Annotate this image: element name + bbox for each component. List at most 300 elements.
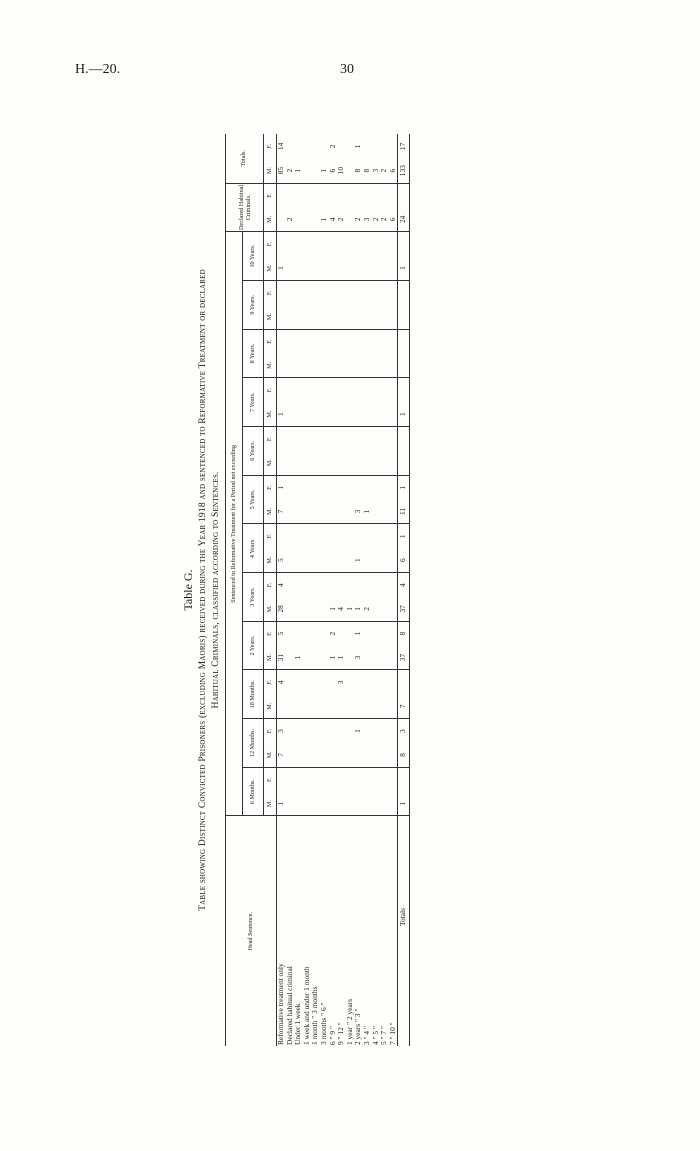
period-header: 3 Years. [243,573,264,622]
table-cell: 1 [327,655,337,660]
table-row [329,134,338,1046]
table-cell [346,743,355,767]
table-cell [346,427,355,451]
table-cell: 5 [277,621,286,645]
table-cell [389,232,398,256]
table-cell: 7 [398,694,410,718]
female-header: F. [264,329,277,353]
table-cell [337,402,346,426]
table-cell [389,305,398,329]
table-cell [389,743,398,767]
table-cell [286,232,295,256]
table-cell [303,670,312,694]
table-cell [303,694,312,718]
table-cell [294,621,303,645]
table-cell [380,427,389,451]
table-cell: 6 [327,168,337,173]
table-cell [286,402,295,426]
table-cell [303,256,312,280]
page-ref: H.—20. [75,62,121,77]
table-cell [372,597,381,621]
male-header: M. [265,751,273,759]
table-cell [380,256,389,280]
table-cell [354,183,363,207]
table-cell [311,743,320,767]
table-cell [337,256,346,280]
male-header: M. [265,653,273,662]
table-cell [303,548,312,572]
table-cell [294,427,303,451]
table-cell [303,500,312,524]
table-cell [320,305,329,329]
table-cell [303,792,312,816]
female-header: F. [264,524,277,548]
table-cell [294,378,303,402]
table-cell [320,670,329,694]
table-cell [277,232,286,256]
table-cell [372,353,381,377]
table-cell [398,305,410,329]
table-cell [277,329,286,353]
table-row [389,134,398,1046]
table-cell: 3 [398,719,410,743]
table-cell [286,183,295,207]
table-cell: 11 [398,500,410,524]
table-cell [363,524,372,548]
table-cell [303,183,312,207]
table-cell [320,500,329,524]
table-cell [363,280,372,304]
table-cell: 31 [276,653,285,662]
row-label: 3 months " 6 " [320,816,329,1046]
table-cell [380,500,389,524]
table-cell: 6 [398,548,410,572]
table-cell [320,353,329,377]
table-cell [372,378,381,402]
table-cell [363,767,372,791]
table-cell [320,329,329,353]
table-cell [286,548,295,572]
table-cell: 1 [293,168,303,173]
table-cell [311,719,320,743]
table-cell [354,573,363,597]
table-cell [311,256,320,280]
table-cell: 85 [276,166,285,175]
table-cell [372,548,381,572]
table-cell [398,378,410,402]
table-cell [363,719,372,743]
table-cell [380,767,389,791]
totals-row [398,134,410,1046]
table-cell: 1 [276,801,285,806]
table-cell: 1 [336,655,346,660]
male-header: M. [265,313,273,321]
table-cell [294,548,303,572]
table-cell [294,500,303,524]
table-cell: 14 [276,142,285,151]
table-cell [311,475,320,499]
table-cell [389,183,398,207]
table-cell: 7 [276,509,285,514]
table-cell: 2 [379,217,389,222]
table-label: Table G. [181,569,195,611]
table-cell: 1 [398,792,410,816]
table-cell [380,597,389,621]
table-cell: 1 [398,524,410,548]
table-cell [329,500,338,524]
female-header: F. [264,427,277,451]
table-cell [329,256,338,280]
table-cell [277,767,286,791]
table-cell [294,232,303,256]
table-cell [346,329,355,353]
table-cell [337,743,346,767]
table-cell [372,670,381,694]
table-cell [354,378,363,402]
table-row [372,134,381,1046]
table-cell [286,500,295,524]
table-cell [363,694,372,718]
table-cell [389,694,398,718]
table-cell [346,378,355,402]
table-cell [354,353,363,377]
table-cell [329,719,338,743]
table-cell [380,548,389,572]
table-cell [303,743,312,767]
table-cell [303,719,312,743]
table-cell [303,329,312,353]
table-cell [389,500,398,524]
table-cell [277,280,286,304]
table-cell [346,402,355,426]
table-cell [329,280,338,304]
table-cell [372,329,381,353]
table-cell [389,451,398,475]
table-cell [294,670,303,694]
table-cell [320,719,329,743]
table-cell [398,280,410,304]
table-cell [363,256,372,280]
table-cell [303,573,312,597]
table-cell [286,767,295,791]
table-cell: 1 [293,655,303,660]
table-cell [329,743,338,767]
table-cell [294,402,303,426]
table-cell [286,621,295,645]
table-cell [354,427,363,451]
table-cell [311,500,320,524]
table-cell: 6 [387,217,397,222]
table-cell [286,597,295,621]
table-cell [380,743,389,767]
table-cell [329,232,338,256]
male-header: M. [265,215,273,223]
table-cell [329,767,338,791]
table-cell [311,134,320,159]
table-cell [372,402,381,426]
table-cell [294,719,303,743]
period-header: 6 Months. [243,767,264,816]
table-cell [354,329,363,353]
table-cell [372,134,381,159]
table-cell [398,767,410,791]
table-cell [294,573,303,597]
period-header: 10 Years. [243,232,264,281]
table-cell [329,353,338,377]
table-cell [337,451,346,475]
table-cell [380,646,389,670]
table-cell [337,353,346,377]
table-cell: 2 [336,217,346,222]
table-cell [363,402,372,426]
table-cell [380,329,389,353]
table-cell [346,767,355,791]
table-cell [329,378,338,402]
table-cell [337,475,346,499]
table-cell [354,694,363,718]
table-cell [277,451,286,475]
table-cell [363,548,372,572]
period-header: 9 Years. [243,280,264,329]
male-header: M. [265,167,273,175]
head-sentence-header: Head Sentence. [226,816,277,1046]
male-header: M. [265,702,273,710]
table-cell [320,475,329,499]
male-header: M. [265,459,273,467]
table-cell [363,670,372,694]
totals-header: Totals. [226,134,264,183]
table-cell [346,305,355,329]
row-label: Declared habitual criminal [286,816,295,1046]
table-title-line1: Table showing Distinct Convicted Prisoners (excluding Maoris) received during the Year 1918 and sentenced to Reformative Treatment or declared [197,269,208,911]
rotated-table-block [180,130,500,1050]
period-header: 4 Years. [243,524,264,573]
table-cell [337,427,346,451]
table-cell [337,694,346,718]
table-cell [294,256,303,280]
table-cell [277,305,286,329]
table-cell [380,378,389,402]
table-cell [337,329,346,353]
table-cell [389,792,398,816]
table-cell [303,232,312,256]
table-cell [286,427,295,451]
table-cell [380,451,389,475]
table-cell [311,353,320,377]
table-cell: 4 [336,606,346,611]
table-cell [294,280,303,304]
table-cell [380,232,389,256]
table-cell: 2 [379,168,389,173]
table-cell [311,597,320,621]
table-cell [372,475,381,499]
table-row [286,134,295,1046]
table-cell [286,670,295,694]
table-cell [329,694,338,718]
table-cell [380,353,389,377]
table-cell [372,792,381,816]
sentenced-group-header: Sentenced to Reformative Treatment for a Period not exceeding [226,232,243,816]
table-cell [337,134,346,159]
table-cell: 1 [277,475,286,499]
table-cell [311,548,320,572]
table-cell [354,451,363,475]
period-header: 18 Months. [243,670,264,719]
table-cell [329,305,338,329]
table-cell: 1 [353,606,363,611]
table-cell [354,402,363,426]
table-cell [363,353,372,377]
table-cell [389,548,398,572]
table-cell [311,451,320,475]
table-cell [346,475,355,499]
table-cell [320,232,329,256]
table-cell [372,694,381,718]
table-cell [354,670,363,694]
table-cell [380,183,389,207]
table-cell [354,305,363,329]
row-label: 9 " 12 " [337,816,346,1046]
table-cell: 1 [361,509,371,514]
table-cell [380,134,389,159]
table-cell [329,573,338,597]
male-header: M. [265,507,273,515]
table-cell [303,767,312,791]
table-cell [337,548,346,572]
table-cell [372,305,381,329]
table-cell [380,621,389,645]
table-cell [372,427,381,451]
table-cell [286,573,295,597]
table-cell [311,402,320,426]
row-label: Reformative treatment only [277,816,286,1046]
table-cell: 3 [277,719,286,743]
table-cell [389,353,398,377]
table-cell [320,743,329,767]
table-cell [311,792,320,816]
male-header: M. [265,264,273,272]
table-cell [372,719,381,743]
table-cell [363,378,372,402]
table-row [277,134,286,1046]
table-cell [389,573,398,597]
table-cell [294,792,303,816]
table-row [346,134,355,1046]
female-header: F. [264,232,277,256]
table-cell [311,694,320,718]
table-cell [346,451,355,475]
table-cell [389,280,398,304]
table-cell [320,524,329,548]
table-row [354,134,363,1046]
table-cell: 3 [370,168,380,173]
row-label: 6 " 9 " [329,816,338,1046]
table-cell [346,792,355,816]
table-cell [320,792,329,816]
table-cell [354,256,363,280]
table-cell [363,329,372,353]
table-cell [380,305,389,329]
table-cell [311,329,320,353]
table-cell [311,621,320,645]
table-cell [303,646,312,670]
sentence-table [225,134,410,1046]
table-cell [346,573,355,597]
table-cell [303,134,312,159]
table-cell [303,402,312,426]
table-cell: 2 [361,606,371,611]
table-cell [294,329,303,353]
table-cell [311,378,320,402]
table-cell [354,524,363,548]
period-header: 2 Years. [243,621,264,670]
table-cell [337,232,346,256]
table-cell [311,232,320,256]
table-cell: 37 [398,597,410,621]
table-cell [329,475,338,499]
table-cell: 37 [398,646,410,670]
table-cell: 1 [398,256,410,280]
table-cell [320,256,329,280]
table-cell [294,524,303,548]
table-cell [389,621,398,645]
table-cell [294,451,303,475]
table-cell [286,719,295,743]
table-row [320,134,329,1046]
table-cell [372,256,381,280]
row-label: 1 week and under 1 month [303,816,312,1046]
female-header: F. [264,767,277,791]
table-cell [329,524,338,548]
table-cell: 8 [398,743,410,767]
table-cell: 3 [361,217,371,222]
female-header: F. [264,378,277,402]
table-cell [286,524,295,548]
table-cell [277,378,286,402]
table-cell [320,402,329,426]
table-cell [294,353,303,377]
table-cell [286,280,295,304]
table-cell [311,280,320,304]
table-cell [363,646,372,670]
table-cell [286,378,295,402]
table-cell [398,451,410,475]
table-cell [277,427,286,451]
period-header: 5 Years. [243,475,264,524]
table-cell [363,743,372,767]
table-cell: 3 [353,655,363,660]
row-label: Under 1 week [294,816,303,1046]
table-cell: 4 [277,573,286,597]
female-header: F. [264,719,277,743]
table-cell [337,719,346,743]
table-cell: 4 [398,573,410,597]
table-cell [337,792,346,816]
table-cell [320,280,329,304]
table-cell: 1 [318,168,328,173]
table-cell [363,232,372,256]
table-cell [380,792,389,816]
table-cell [380,475,389,499]
table-cell [329,451,338,475]
table-cell [389,670,398,694]
female-header: F. [264,670,277,694]
table-cell: 1 [344,606,354,611]
period-header: 12 Months. [243,719,264,768]
table-cell [346,183,355,207]
table-cell [311,524,320,548]
table-cell [354,743,363,767]
